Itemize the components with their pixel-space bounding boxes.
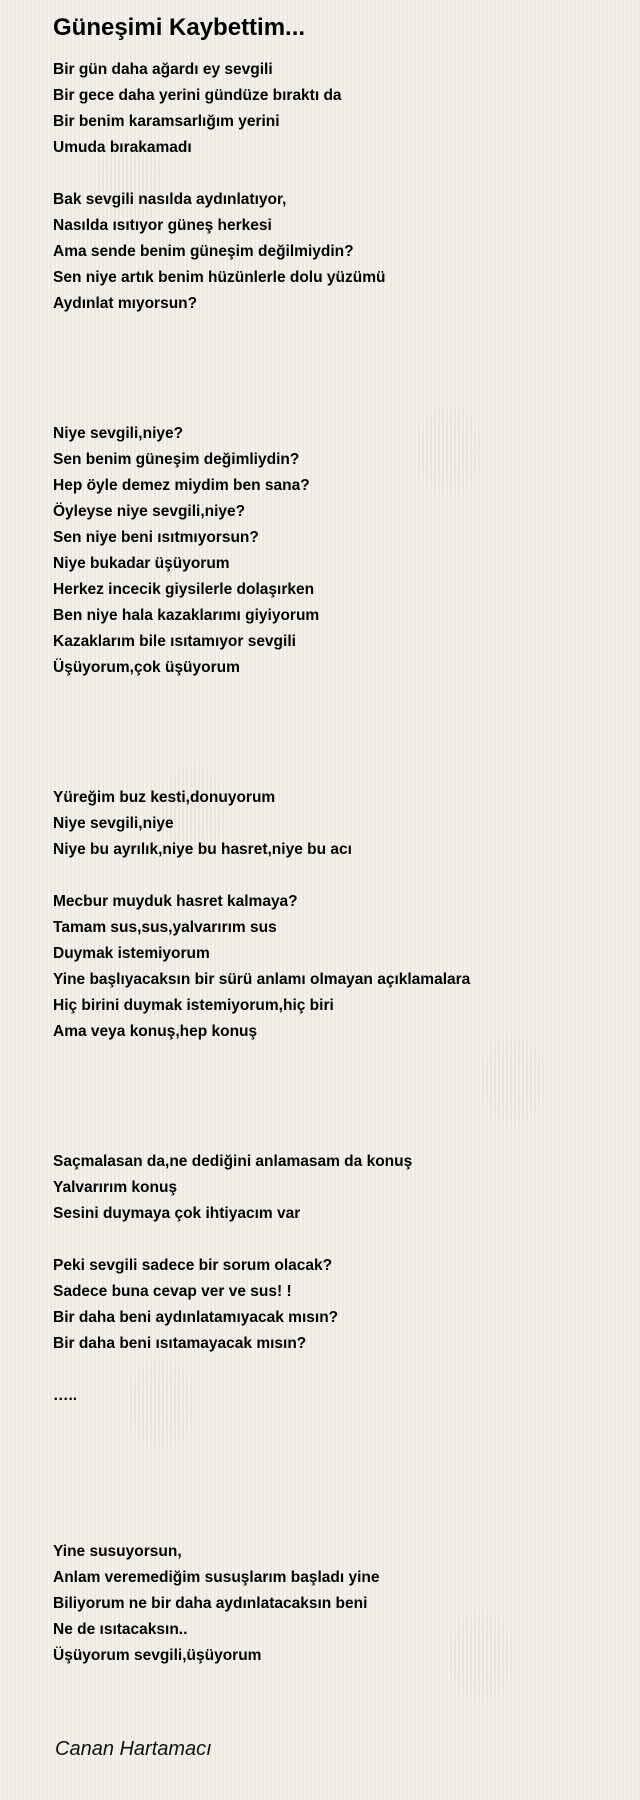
poem-line: Bir benim karamsarlığım yerini [53, 113, 280, 130]
poem-line: Anlam veremediğim susuşlarım başladı yine [53, 1569, 380, 1586]
poem-line: Ben niye hala kazaklarımı giyiyorum [53, 607, 320, 624]
poem-line: Kazaklarım bile ısıtamıyor sevgili [53, 633, 296, 650]
poem-line: Sesini duymaya çok ihtiyacım var [53, 1205, 301, 1222]
poem-blank-line [53, 1461, 613, 1487]
poem-blank-line [53, 759, 613, 785]
poem-line: Aydınlat mıyorsun? [53, 295, 198, 312]
poem-line: Sadece buna cevap ver ve sus! ! [53, 1283, 292, 1300]
poem-line: Öyleyse niye sevgili,niye? [53, 503, 246, 520]
poem-blank-line [53, 733, 613, 759]
poem-line: Üşüyorum sevgili,üşüyorum [53, 1647, 262, 1664]
poem-line: Ama sende benim güneşim değilmiydin? [53, 243, 354, 260]
poem-line: Niye bukadar üşüyorum [53, 555, 230, 572]
poem-line: Yalvarırım konuş [53, 1179, 178, 1196]
poem-line: ….. [53, 1387, 78, 1404]
poem-line: Hep öyle demez miydim ben sana? [53, 477, 310, 494]
poem-line: Sen niye artık benim hüzünlerle dolu yüzümü [53, 269, 386, 286]
poem-blank-line [53, 1045, 613, 1071]
poem-line: Duymak istemiyorum [53, 945, 210, 962]
poem-body [53, 57, 613, 1669]
poem-page [53, 0, 613, 1669]
poem-blank-line [53, 863, 613, 889]
poem-blank-line [53, 1487, 613, 1513]
poem-line: Sen niye beni ısıtmıyorsun? [53, 529, 259, 546]
poem-blank-line [53, 369, 613, 395]
poem-line: Sen benim güneşim değimliydin? [53, 451, 300, 468]
poem-line: Ne de ısıtacaksın.. [53, 1621, 188, 1638]
poem-blank-line [53, 343, 613, 369]
poem-line: Umuda bırakamadı [53, 139, 192, 156]
poem-line: Yüreğim buz kesti,donuyorum [53, 789, 276, 806]
poem-line: Üşüyorum,çok üşüyorum [53, 659, 240, 676]
poem-line: Tamam sus,sus,yalvarırım sus [53, 919, 277, 936]
poem-line: Bir gece daha yerini gündüze bıraktı da [53, 87, 342, 104]
poem-line: Ama veya konuş,hep konuş [53, 1023, 258, 1040]
poem-author: Canan Hartamacı [55, 1738, 212, 1760]
poem-line: Mecbur muyduk hasret kalmaya? [53, 893, 298, 910]
poem-line: Niye sevgili,niye? [53, 425, 184, 442]
poem-line: Yine başlıyacaksın bir sürü anlamı olmayan açıklamalara [53, 971, 471, 988]
poem-blank-line [53, 1123, 613, 1149]
poem-blank-line [53, 681, 613, 707]
poem-blank-line [53, 1435, 613, 1461]
poem-line: Niye bu ayrılık,niye bu hasret,niye bu acı [53, 841, 352, 858]
poem-line: Peki sevgili sadece bir sorum olacak? [53, 1257, 333, 1274]
poem-line: Bir daha beni aydınlatamıyacak mısın? [53, 1309, 339, 1326]
poem-line: Biliyorum ne bir daha aydınlatacaksın beni [53, 1595, 368, 1612]
poem-blank-line [53, 317, 613, 343]
poem-blank-line [53, 1357, 613, 1383]
poem-blank-line [53, 395, 613, 421]
poem-blank-line [53, 1513, 613, 1539]
poem-line: Bir daha beni ısıtamayacak mısın? [53, 1335, 307, 1352]
poem-title: Güneşimi Kaybettim... [53, 14, 306, 41]
poem-blank-line [53, 1097, 613, 1123]
poem-blank-line [53, 1227, 613, 1253]
poem-line: Bir gün daha ağardı ey sevgili [53, 61, 273, 78]
poem-blank-line [53, 1071, 613, 1097]
poem-line: Nasılda ısıtıyor güneş herkesi [53, 217, 272, 234]
poem-line: Bak sevgili nasılda aydınlatıyor, [53, 191, 287, 208]
poem-line: Herkez incecik giysilerle dolaşırken [53, 581, 315, 598]
poem-line: Hiç birini duymak istemiyorum,hiç biri [53, 997, 334, 1014]
poem-blank-line [53, 707, 613, 733]
poem-line: Niye sevgili,niye [53, 815, 174, 832]
poem-blank-line [53, 161, 613, 187]
poem-line: Saçmalasan da,ne dediğini anlamasam da konuş [53, 1153, 413, 1170]
poem-blank-line [53, 1409, 613, 1435]
poem-line: Yine susuyorsun, [53, 1543, 182, 1560]
